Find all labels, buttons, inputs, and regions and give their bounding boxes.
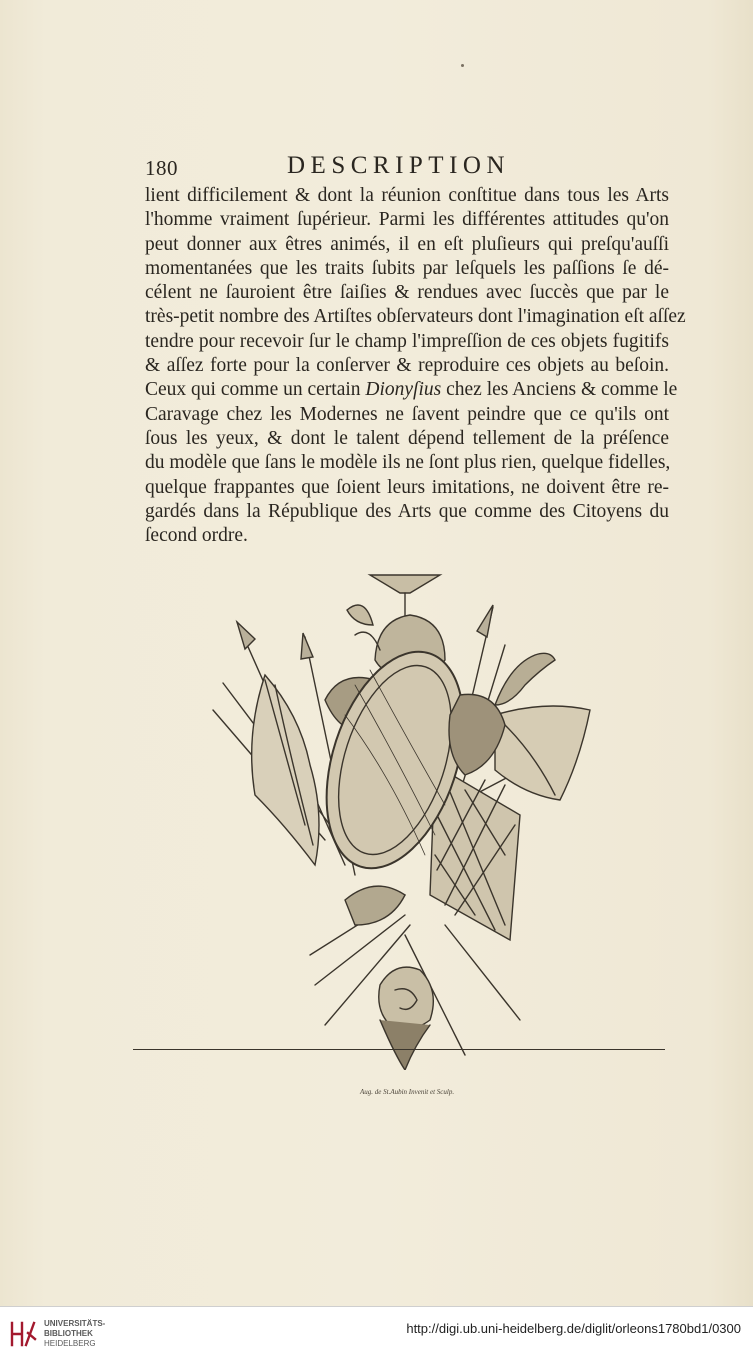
library-line: HEIDELBERG [44, 1339, 96, 1348]
text-line: quelque frappantes que ſoient leurs imitations, ne doivent être re- [145, 476, 669, 498]
italic-name: Dionyſius [365, 379, 442, 401]
text-line: & aſſez forte pour la conſerver & reproduire ces objets au beſoin. [145, 355, 669, 377]
engraver-credit: Aug. de St.Aubin Invenit et Sculp. [360, 1088, 455, 1096]
spear-head [237, 622, 255, 649]
text-line: lient difficilement & dont la réunion conſtitue dans tous les Arts [145, 185, 669, 206]
viewer-footer [0, 1306, 753, 1362]
body-paragraph [145, 184, 686, 548]
permalink-url[interactable]: http://digi.ub.uni-heidelberg.de/diglit/orleons1780bd1/0300 [406, 1321, 741, 1336]
university-library-logo [8, 1319, 38, 1349]
helmet-plume [347, 605, 373, 625]
library-line: UNIVERSITÄTS- [44, 1319, 106, 1328]
ink-spot [461, 64, 464, 67]
text-line: Caravage chez les Modernes ne ſavent peindre que ce qu'ils ont [145, 403, 669, 425]
text-line [145, 378, 678, 402]
text-line: célent ne ſauroient être ſaiſies & rendues avec ſuccès que par le [145, 282, 669, 304]
spear-head [301, 633, 313, 659]
text-line: momentanées que les traits ſubits par leſquels les paſſions ſe dé- [145, 257, 669, 279]
scroll-cartouche [379, 967, 434, 1029]
library-name [44, 1319, 105, 1349]
text-line: tendre pour recevoir ſur le champ l'impreſſion de ces objets fugitifs [145, 330, 669, 352]
text-line: l'homme vraiment ſupérieur. Parmi les différentes attitudes qu'on [145, 209, 669, 231]
text-segment: chez les Anciens & comme le [446, 379, 678, 401]
text-line: peut donner aux êtres animés, il en eſt pluſieurs qui preſqu'auſſi [145, 233, 669, 255]
bottom-rule [133, 1049, 665, 1050]
text-segment: Ceux qui comme un certain [145, 379, 366, 401]
drum [345, 886, 405, 925]
helmet-crest-cup [370, 575, 440, 593]
library-line: BIBLIOTHEK [44, 1329, 93, 1338]
right-flag [495, 706, 590, 800]
pelt-tail [380, 1020, 430, 1070]
text-line: du modèle que ſans le modèle ils ne ſont plus rien, quelque fidelles, [145, 452, 671, 474]
text-line: ſecond ordre. [145, 525, 248, 547]
spear-head [477, 605, 493, 637]
trophy-engraving [205, 565, 615, 1070]
text-line: ſous les yeux, & dont le talent dépend tellement de la préſence [145, 427, 669, 449]
running-head: DESCRIPTION [287, 152, 511, 179]
page-header [145, 152, 525, 182]
page-number: 180 [145, 156, 178, 180]
left-banner [252, 675, 319, 865]
dragon-head [495, 653, 555, 705]
text-line: gardés dans la République des Arts que comme des Citoyens du [145, 500, 669, 522]
text-line: très-petit nombre des Artiſtes obſervateurs dont l'imagination eſt aſſez [145, 306, 686, 328]
